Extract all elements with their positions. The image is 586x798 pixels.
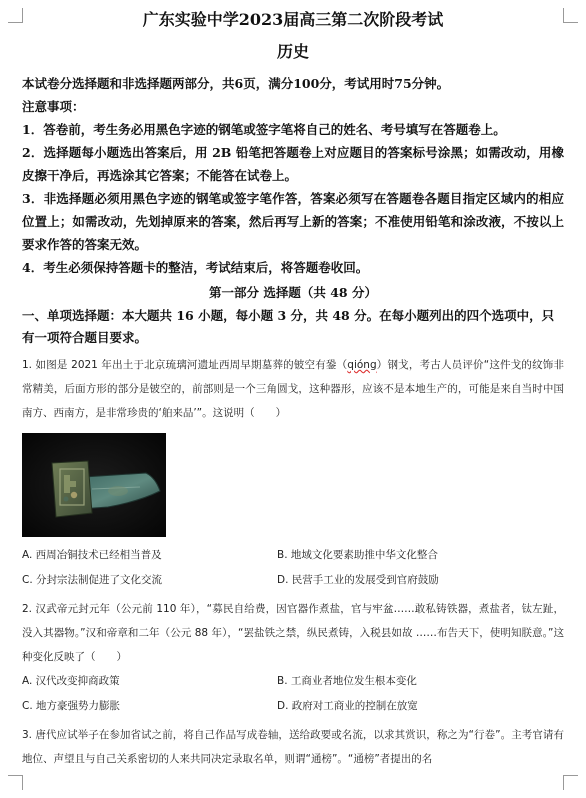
question-1-stem-after: ）钢戈，考古人员评价“这件戈的纹饰非常精美，后面方形的部分是铍空的，前部则是一个三角圆戈，这种器形，应该不是本地生产的，可能是来自当时中国南方、西南方，是非常珍贵的‘舶来品’”。这说明（ ） — [22, 359, 564, 419]
question-2-stem: 2. 汉武帝元封元年（公元前 110 年），“募民自给费，因官器作煮盐，官与牢盆……敢私铸铁器，煮盐者，钛左趾，没入其器物。”汉和帝章和二年（公元 88 年），“罢盐铁之禁，纵民煮铸，入税县如故 ……布告天下，使明知朕意。”这种变化反映了（ ） — [22, 603, 564, 663]
question-2-option-c[interactable]: C. 地方豪强势力膨胀 — [22, 700, 121, 712]
subject-title: 历史 — [276, 42, 309, 61]
question-2-option-d[interactable]: D. 政府对工商业的控制在放宽 — [277, 700, 418, 712]
notice-item-3: 3．非选择题必须用黑色字迹的钢笔或签字笔作答，答案必须写在答题卷各题目指定区域内的相应位置上；如需改动，先划掉原来的答案，然后再写上新的答案；不准使用铅笔和涂改液，不按以上要求作答的答案无效。 — [22, 191, 564, 252]
question-2-options — [22, 669, 564, 719]
question-1-options — [22, 543, 564, 593]
question-1-option-b[interactable]: B. 地域文化要素助推中华文化整合 — [277, 549, 438, 561]
question-2-option-a[interactable]: A. 汉代改变抑商政策 — [22, 675, 120, 687]
question-1-stem — [22, 353, 564, 425]
exam-page — [22, 6, 564, 771]
crop-mark-bottom-left — [8, 775, 23, 790]
exam-intro: 本试卷分选择题和非选择题两部分，共6页，满分100分，考试用时75分钟。 — [22, 76, 450, 91]
section-title: 第一部分 选择题（共 48 分） — [209, 285, 377, 300]
question-1-option-c[interactable]: C. 分封宗法制促进了文化交流 — [22, 574, 163, 586]
notice-heading: 注意事项： — [22, 99, 85, 114]
crop-mark-bottom-right — [563, 775, 578, 790]
notice-item-2: 2．选择题每小题选出答案后，用 2B 铅笔把答题卷上对应题目的答案标号涂黑；如需改动，用橡皮擦干净后，再选涂其它答案；不能答在试卷上。 — [22, 145, 564, 183]
notice-item-1: 1．答卷前，考生务必用黑色字迹的钢笔或签字笔将自己的姓名、考号填写在答题卷上。 — [22, 122, 506, 137]
question-1-pinyin: qióng — [347, 359, 377, 371]
exam-title: 广东实验中学2023届高三第二次阶段考试 — [142, 10, 444, 29]
question-1-option-d[interactable]: D. 民营手工业的发展受到官府鼓励 — [277, 574, 439, 586]
notice-item-4: 4．考生必须保持答题卡的整洁，考试结束后，将答题卷收回。 — [22, 260, 369, 275]
question-1-option-a[interactable]: A. 西周冶铜技术已经相当普及 — [22, 549, 162, 561]
bronze-ge-image — [22, 433, 166, 537]
question-2-option-b[interactable]: B. 工商业者地位发生根本变化 — [277, 675, 417, 687]
crop-mark-top-left — [8, 8, 23, 23]
crop-mark-top-right — [563, 8, 578, 23]
question-1-stem-before: 1. 如图是 2021 年出土于北京琉璃河遗址西周早期墓葬的铍空有銎（ — [22, 359, 348, 371]
section-description: 一、单项选择题：本大题共 16 小题，每小题 3 分，共 48 分。在每小题列出的四个选项中，只有一项符合题目要求。 — [22, 308, 555, 345]
question-3-stem: 3. 唐代应试举子在参加省试之前，将自己作品写成卷轴，送给政要或名流，以求其赏识，称之为“行卷”。主考官请有地位、声望且与自己关系密切的人来共同决定录取名单，则谓“通榜”。“通榜”者提出的名 — [22, 729, 564, 765]
bronze-ge-photo — [22, 433, 166, 537]
